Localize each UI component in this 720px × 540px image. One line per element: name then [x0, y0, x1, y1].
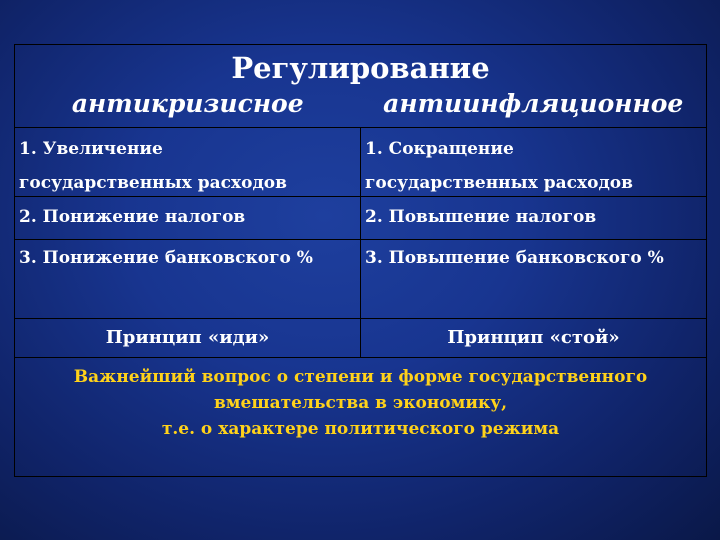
- conclusion-row: [15, 358, 707, 477]
- principle-go: Принцип «иди»: [105, 327, 270, 348]
- cell-text: 3. Повышение банковского %: [365, 248, 664, 268]
- cell-text: 2. Повышение налогов: [365, 207, 597, 227]
- column-headers: [15, 87, 706, 121]
- cell-antiinflation-2: [361, 197, 707, 240]
- cell-text-line: 1. Увеличение: [19, 139, 163, 159]
- conclusion-line: вмешательства в экономику,: [213, 393, 508, 413]
- cell-antiinflation-1: [361, 128, 707, 197]
- cell-anticrisis-2: [15, 197, 361, 240]
- table-row: [15, 240, 707, 319]
- principle-stop: Принцип «стой»: [447, 327, 620, 348]
- regulation-table: [14, 44, 707, 477]
- conclusion-line: Важнейший вопрос о степени и форме государственного: [73, 367, 648, 387]
- table-title: Регулирование: [231, 51, 490, 85]
- cell-text-line: 1. Сокращение: [365, 139, 514, 159]
- table-row: [15, 128, 707, 197]
- cell-text-line: государственных расходов: [19, 173, 287, 193]
- cell-anticrisis-1: [15, 128, 361, 197]
- table-row: [15, 197, 707, 240]
- conclusion-line: т.е. о характере политического режима: [161, 419, 560, 439]
- conclusion-text: [19, 364, 702, 442]
- principle-go-cell: [15, 319, 361, 358]
- principles-row: [15, 319, 707, 358]
- cell-text: 2. Понижение налогов: [19, 207, 246, 227]
- cell-text: 3. Понижение банковского %: [19, 248, 313, 268]
- principle-stop-cell: [361, 319, 707, 358]
- cell-anticrisis-3: [15, 240, 361, 319]
- table-header-row: [15, 45, 707, 128]
- column-header-antiinflation: антиинфляционное: [383, 89, 684, 118]
- column-header-anticrisis: антикризисное: [71, 89, 304, 118]
- cell-text-line: государственных расходов: [365, 173, 633, 193]
- cell-antiinflation-3: [361, 240, 707, 319]
- conclusion-cell: [15, 358, 707, 477]
- table-header-cell: [15, 45, 707, 128]
